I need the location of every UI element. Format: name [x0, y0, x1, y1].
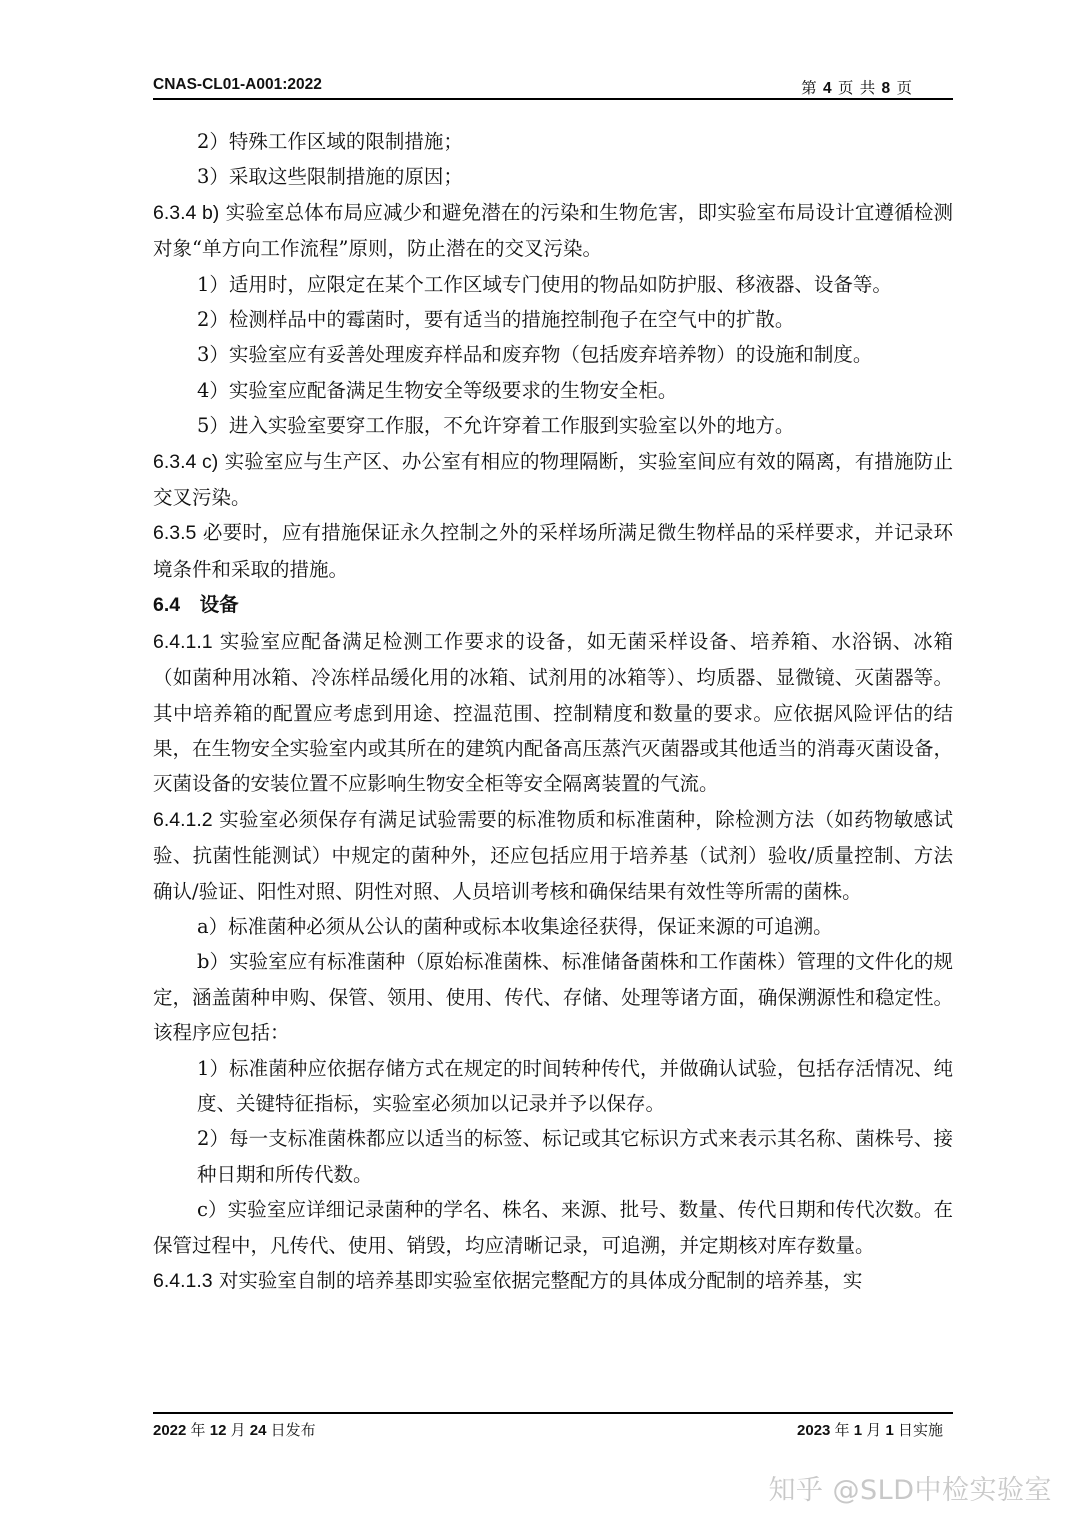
clause-6-3-4-b: 6.3.4 b) 实验室总体布局应减少和避免潜在的污染和生物危害，即实验室布局设计宜遵循检测对象“单方向工作流程”原则，防止潜在的交叉污染。 — [153, 200, 953, 261]
clause-6-3-5: 6.3.5 必要时，应有措施保证永久控制之外的采样场所满足微生物样品的采样要求，并记录环境条件和采取的措施。 — [153, 521, 953, 581]
paragraph: 2）每一支标准菌株都应以适当的标签、标记或其它标识方式来表示其名称、菌株号、接种日期和所传代数。 — [197, 1127, 953, 1186]
clause-6-4-1-1: 6.4.1.1 实验室应配备满足检测工作要求的设备，如无菌采样设备、培养箱、水浴锅、冰箱（如菌种用冰箱、冷冻样品缓化用的冰箱、试剂用的冰箱等）、均质器、显微镜、灭菌器等。其中培养箱的配置应考虑到用途、控温范围、控制精度和数量的要求。应依据风险评估的结果，在生物安全实验室内或其所在的建筑内配备高压蒸汽灭菌器或其他适当的消毒灭菌设备，灭菌设备的安装位置不应影响生物安全柜等安全隔离装置的气流。 — [153, 629, 953, 796]
paragraph: c）实验室应详细记录菌种的学名、株名、来源、批号、数量、传代日期和传代次数。在保管过程中，凡传代、使用、销毁，均应清晰记录，可追溯，并定期核对库存数量。 — [153, 1198, 953, 1257]
paragraph: 3）实验室应有妥善处理废弃样品和废弃物（包括废弃培养物）的设施和制度。 — [197, 343, 873, 367]
paragraph: a）标准菌种必须从公认的菌种或标本收集途径获得，保证来源的可追溯。 — [197, 914, 833, 938]
page-number: 第 4 页 共 8 页 — [801, 80, 913, 97]
paragraph: 2）检测样品中的霉菌时，要有适当的措施控制孢子在空气中的扩散。 — [197, 308, 795, 332]
paragraph: 2）特殊工作区域的限制措施； — [197, 130, 463, 153]
clause-number: 6.4.1.3 — [153, 1270, 213, 1292]
clause-6-4-1-2: 6.4.1.2 实验室必须保存有满足试验需要的标准物质和标准菌种，除检测方法（如药物敏感试验、抗菌性能测试）中规定的菌种外，还应包括应用于培养基（试剂）验收/质量控制、方法确认/验证、阳性对照、阴性对照、人员培训考核和确保结果有效性等所需的菌株。 — [153, 807, 953, 903]
implementation-date: 2023 年 1 月 1 日实施 — [797, 1422, 943, 1439]
document-code: CNAS-CL01-A001:2022 — [153, 76, 322, 93]
clause-number: 6.4.1.2 — [153, 808, 213, 831]
page-header — [153, 76, 953, 100]
clause-number: 6.3.4 b) — [153, 201, 220, 224]
clause-number: 6.4.1.1 — [153, 630, 213, 653]
paragraph: 3）采取这些限制措施的原因； — [197, 165, 463, 189]
section-title: 设备 — [180, 593, 239, 617]
paragraph: b）实验室应有标准菌种（原始标准菌株、标准储备菌株和工作菌株）管理的文件化的规定，涵盖菌种申购、保管、领用、使用、传代、存储、处理等诸方面，确保溯源性和稳定性。该程序应包括： — [153, 950, 953, 1045]
page-footer — [153, 1412, 953, 1444]
document-body — [153, 124, 953, 1299]
section-heading — [153, 587, 953, 623]
clause-number: 6.3.5 — [153, 522, 197, 545]
paragraph: 4）实验室应配备满足生物安全等级要求的生物安全柜。 — [197, 378, 678, 402]
clause-6-3-4-c: 6.3.4 c) 实验室应与生产区、办公室有相应的物理隔断，实验室间应有效的隔离，有措施防止交叉污染。 — [153, 449, 953, 510]
clause-number: 6.3.4 c) — [153, 450, 219, 473]
current-page: 4 — [822, 80, 833, 97]
paragraph: 5）进入实验室要穿工作服，不允许穿着工作服到实验室以外的地方。 — [197, 414, 795, 438]
total-pages: 8 — [881, 80, 892, 97]
watermark: 知乎 @SLD中检实验室 — [768, 1475, 1052, 1506]
paragraph: 1）适用时，应限定在某个工作区域专门使用的物品如防护服、移液器、设备等。 — [197, 272, 892, 296]
publish-date: 2022 年 12 月 24 日发布 — [153, 1422, 316, 1439]
clause-6-4-1-3: 6.4.1.3 对实验室自制的培养基即实验室依据完整配方的具体成分配制的培养基，实 — [153, 1269, 863, 1292]
section-number: 6.4 — [153, 594, 181, 617]
paragraph: 1）标准菌种应依据存储方式在规定的时间转种传代，并做确认试验，包括存活情况、纯度、关键特征指标，实验室必须加以记录并予以保存。 — [197, 1056, 953, 1115]
